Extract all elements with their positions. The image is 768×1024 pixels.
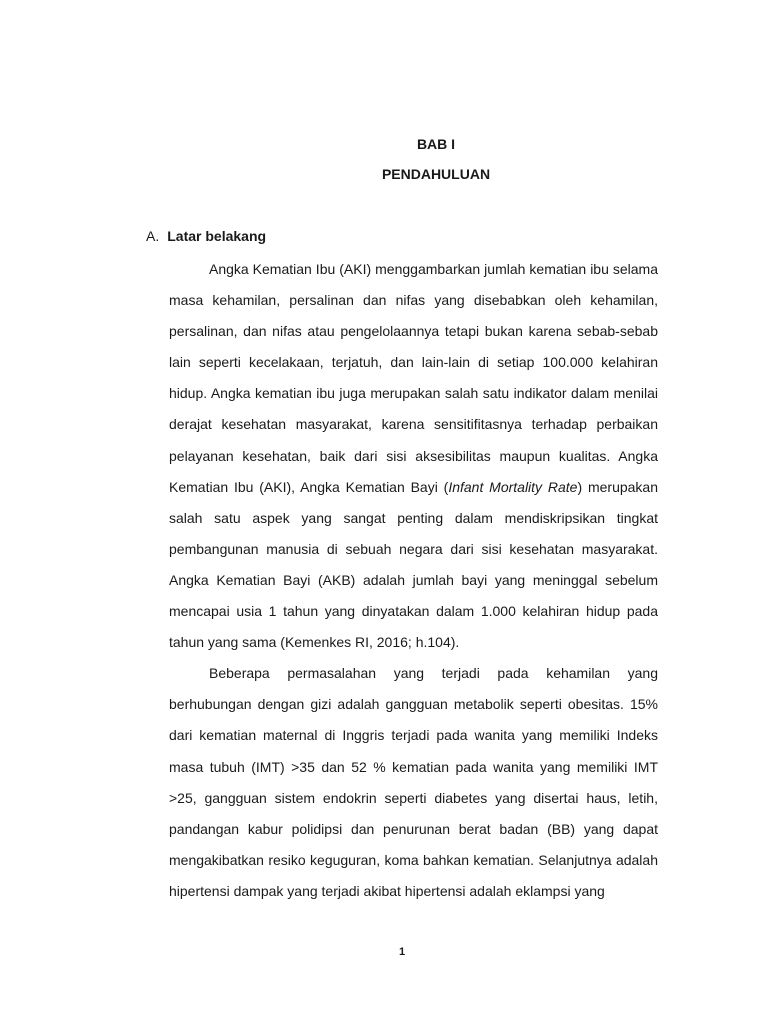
paragraph-2: Beberapa permasalahan yang terjadi pada kehamilan yang berhubungan dengan gizi adalah gangguan metabolik seperti obesitas. 15% dari kematian maternal di Inggris terjadi pada wanita yang memiliki Indeks masa tubuh (IMT) >35 dan 52 % kematian pada wanita yang memiliki IMT >25, gangguan sistem endokrin seperti diabetes yang disertai haus, letih, pandangan kabur polidipsi dan penurunan berat badan (BB) yang dapat mengakibatkan resiko keguguran, koma bahkan kematian. Selanjutnya adalah hipertensi dampak yang terjadi akibat hipertensi adalah eklampsi yang bbox=[169, 665, 658, 899]
chapter-title: PENDAHULUAN bbox=[381, 166, 491, 182]
paragraph-1-text-a: Angka Kematian Ibu (AKI) menggambarkan jumlah kematian ibu selama masa kehamilan, persalinan dan nifas yang disebabkan oleh kehamilan, persalinan, dan nifas atau pengelolaannya tetapi bukan karena sebab-sebab lain seperti kecelakaan, terjatuh, dan lain-lain di setiap 100.000 kelahiran hidup. Angka kematian ibu juga merupakan salah satu indikator dalam menilai derajat kesehatan masyarakat, karena sensitifitasnya terhadap perbaikan pelayanan kesehatan, baik dari sisi aksesibilitas maupun kualitas. Angka Kematian Ibu (AKI), Angka Kematian Bayi ( bbox=[169, 261, 658, 495]
section-heading bbox=[146, 228, 266, 244]
paragraph-1-italic-term: Infant Mortality Rate bbox=[448, 478, 578, 495]
paragraph-1-text-b: ) merupakan salah satu aspek yang sangat penting dalam mendiskripsikan tingkat pembangunan manusia di sebuah negara dari sisi kesehatan masyarakat. Angka Kematian Bayi (AKB) adalah jumlah bayi yang meninggal sebelum mencapai usia 1 tahun yang dinyatakan dalam 1.000 kelahiran hidup pada tahun yang sama (Kemenkes RI, 2016; h.104). bbox=[169, 478, 658, 651]
body-text bbox=[169, 254, 658, 907]
page-number: 1 bbox=[398, 946, 406, 958]
section-letter: A. bbox=[146, 228, 160, 244]
chapter-number: BAB I bbox=[416, 136, 456, 152]
section-title: Latar belakang bbox=[167, 228, 267, 244]
paragraph-1 bbox=[169, 254, 658, 658]
